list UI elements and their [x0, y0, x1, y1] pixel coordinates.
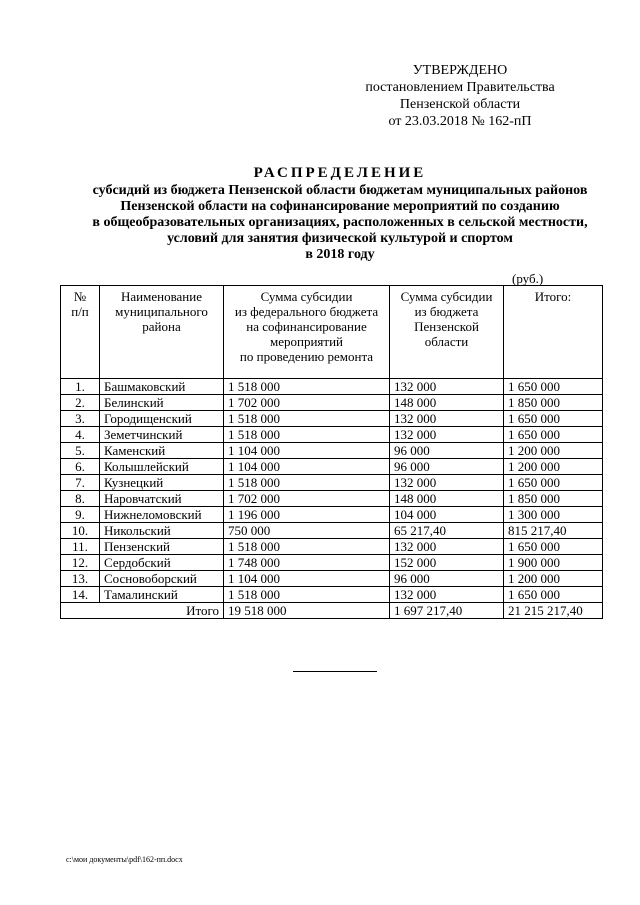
- table-row: [61, 491, 603, 507]
- row-total: 1 650 000: [504, 587, 603, 603]
- table-row: [61, 475, 603, 491]
- row-district: Сосновоборский: [100, 571, 224, 587]
- currency-unit: (руб.): [512, 271, 544, 286]
- row-federal: 1 518 000: [224, 475, 390, 491]
- row-regional: 96 000: [390, 443, 504, 459]
- row-num: 14.: [61, 587, 100, 603]
- approval-line: Пензенской области: [399, 97, 521, 112]
- row-total: 1 650 000: [504, 427, 603, 443]
- row-total: 1 850 000: [504, 395, 603, 411]
- row-total: 1 650 000: [504, 411, 603, 427]
- row-federal: 1 518 000: [224, 587, 390, 603]
- totals-label: Итого: [61, 603, 224, 619]
- row-num: 5.: [61, 443, 100, 459]
- row-num: 11.: [61, 539, 100, 555]
- subsidy-table: [60, 285, 603, 619]
- header-name: Наименование муниципального района: [100, 286, 224, 379]
- row-district: Нижнеломовский: [100, 507, 224, 523]
- row-district: Каменский: [100, 443, 224, 459]
- row-federal: 1 104 000: [224, 443, 390, 459]
- row-regional: 132 000: [390, 427, 504, 443]
- row-district: Пензенский: [100, 539, 224, 555]
- table-row: [61, 539, 603, 555]
- row-num: 13.: [61, 571, 100, 587]
- row-total: 1 850 000: [504, 491, 603, 507]
- row-district: Сердобский: [100, 555, 224, 571]
- table-row: [61, 507, 603, 523]
- row-num: 2.: [61, 395, 100, 411]
- header-federal: Сумма субсидии из федерального бюджета на софинансирование мероприятий по проведению ремонта: [224, 286, 390, 379]
- row-district: Земетчинский: [100, 427, 224, 443]
- row-regional: 132 000: [390, 379, 504, 395]
- title-line: условий для занятия физической культурой и спортом: [167, 231, 513, 246]
- table-row: [61, 427, 603, 443]
- row-federal: 1 702 000: [224, 395, 390, 411]
- row-district: Колышлейский: [100, 459, 224, 475]
- approval-title: УТВЕРЖДЕНО: [412, 63, 508, 78]
- signature-line: [293, 671, 377, 672]
- table-row: [61, 555, 603, 571]
- row-district: Башмаковский: [100, 379, 224, 395]
- row-federal: 750 000: [224, 523, 390, 539]
- row-num: 12.: [61, 555, 100, 571]
- title-line: в общеобразовательных организациях, расположенных в сельской местности,: [92, 215, 588, 230]
- file-path-footer: c:\мои документы\pdf\162-пп.docx: [66, 855, 183, 864]
- table-header-row: [61, 286, 603, 379]
- row-regional: 148 000: [390, 491, 504, 507]
- table-row: [61, 411, 603, 427]
- table-row: [61, 379, 603, 395]
- row-district: Городищенский: [100, 411, 224, 427]
- header-total: Итого:: [504, 286, 603, 379]
- row-district: Наровчатский: [100, 491, 224, 507]
- table-row: [61, 587, 603, 603]
- row-federal: 1 748 000: [224, 555, 390, 571]
- row-num: 3.: [61, 411, 100, 427]
- row-num: 8.: [61, 491, 100, 507]
- row-regional: 148 000: [390, 395, 504, 411]
- row-federal: 1 702 000: [224, 491, 390, 507]
- totals-regional: 1 697 217,40: [390, 603, 504, 619]
- row-num: 10.: [61, 523, 100, 539]
- row-district: Белинский: [100, 395, 224, 411]
- row-district: Никольский: [100, 523, 224, 539]
- row-federal: 1 518 000: [224, 427, 390, 443]
- row-federal: 1 518 000: [224, 539, 390, 555]
- document-title: [40, 165, 640, 263]
- row-total: 1 900 000: [504, 555, 603, 571]
- approval-date: от 23.03.2018 № 162-пП: [388, 114, 532, 129]
- table-row: [61, 523, 603, 539]
- row-federal: 1 518 000: [224, 411, 390, 427]
- table-row: [61, 459, 603, 475]
- row-total: 815 217,40: [504, 523, 603, 539]
- table-row: [61, 571, 603, 587]
- row-regional: 96 000: [390, 459, 504, 475]
- row-total: 1 650 000: [504, 539, 603, 555]
- title-line: Пензенской области на софинансирование мероприятий по созданию: [120, 199, 560, 214]
- approval-line: постановлением Правительства: [365, 80, 555, 95]
- totals-row: [61, 603, 603, 619]
- row-regional: 132 000: [390, 587, 504, 603]
- row-num: 9.: [61, 507, 100, 523]
- header-regional: Сумма субсидии из бюджета Пензенской области: [390, 286, 504, 379]
- row-federal: 1 104 000: [224, 571, 390, 587]
- title-line: субсидий из бюджета Пензенской области бюджетам муниципальных районов: [92, 183, 588, 198]
- row-regional: 132 000: [390, 475, 504, 491]
- row-federal: 1 196 000: [224, 507, 390, 523]
- row-regional: 96 000: [390, 571, 504, 587]
- row-regional: 132 000: [390, 539, 504, 555]
- table-row: [61, 395, 603, 411]
- row-regional: 65 217,40: [390, 523, 504, 539]
- row-total: 1 200 000: [504, 571, 603, 587]
- totals-total: 21 215 217,40: [504, 603, 603, 619]
- row-federal: 1 104 000: [224, 459, 390, 475]
- approval-stamp: [360, 62, 560, 130]
- row-num: 6.: [61, 459, 100, 475]
- row-regional: 152 000: [390, 555, 504, 571]
- row-num: 7.: [61, 475, 100, 491]
- row-total: 1 300 000: [504, 507, 603, 523]
- table-row: [61, 443, 603, 459]
- row-district: Кузнецкий: [100, 475, 224, 491]
- row-total: 1 200 000: [504, 459, 603, 475]
- row-total: 1 650 000: [504, 475, 603, 491]
- row-total: 1 650 000: [504, 379, 603, 395]
- row-regional: 104 000: [390, 507, 504, 523]
- row-num: 4.: [61, 427, 100, 443]
- title-year: в 2018 году: [305, 247, 375, 262]
- title-heading: РАСПРЕДЕЛЕНИЕ: [253, 165, 427, 181]
- row-num: 1.: [61, 379, 100, 395]
- table-body: [61, 379, 603, 619]
- row-district: Тамалинский: [100, 587, 224, 603]
- row-federal: 1 518 000: [224, 379, 390, 395]
- row-regional: 132 000: [390, 411, 504, 427]
- row-total: 1 200 000: [504, 443, 603, 459]
- totals-federal: 19 518 000: [224, 603, 390, 619]
- header-num: № п/п: [61, 286, 100, 379]
